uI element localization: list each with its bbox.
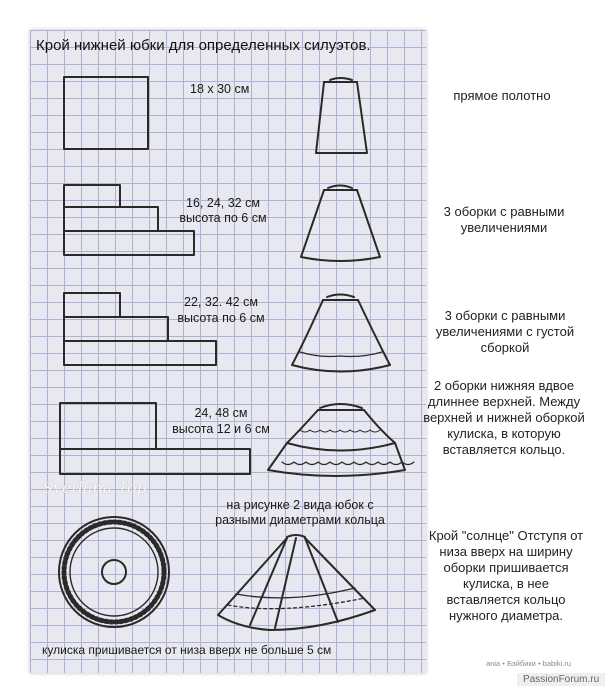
row4-description: 2 оборки нижняя вдвое длиннее верхней. Между верхней и нижней оборкой кулиска, в которую вставляется кольцо.	[423, 378, 585, 457]
credits: ania • Бэйбики • babiki.ru	[486, 659, 572, 668]
watermark: Svetlana Top	[42, 478, 147, 497]
row4-height: высота 12 и 6 см	[172, 422, 270, 436]
page-title: Крой нижней юбки для определенных силуэтов.	[36, 37, 371, 54]
row1-dims: 18 x 30 см	[190, 82, 250, 96]
row3-height: высота по 6 см	[177, 311, 265, 325]
row4-dims: 24, 48 см	[194, 406, 248, 420]
row2-dims: 16, 24, 32 см	[186, 196, 260, 210]
site-logo: PassionForum.ru	[517, 673, 605, 686]
row3-dims: 22, 32. 42 см	[184, 295, 258, 309]
sun-description: Крой "солнце" Отступя от низа вверх на ширину оборки пришивается кулиска, в нее вставляется кольцо нужного диаметра.	[428, 528, 584, 623]
bottom-note: кулиска пришивается от низа вверх не больше 5 см	[42, 643, 332, 657]
row3-description: 3 оборки с равными увеличениями с густой сборкой	[435, 308, 575, 355]
row1-description: прямое полотно	[453, 88, 551, 103]
row2-description: 3 оборки с равными увеличениями	[443, 204, 565, 235]
sun-note: на рисунке 2 вида юбок с разными диаметрами кольца	[215, 498, 385, 527]
row2-height: высота по 6 см	[179, 211, 267, 225]
graph-paper	[30, 30, 426, 673]
